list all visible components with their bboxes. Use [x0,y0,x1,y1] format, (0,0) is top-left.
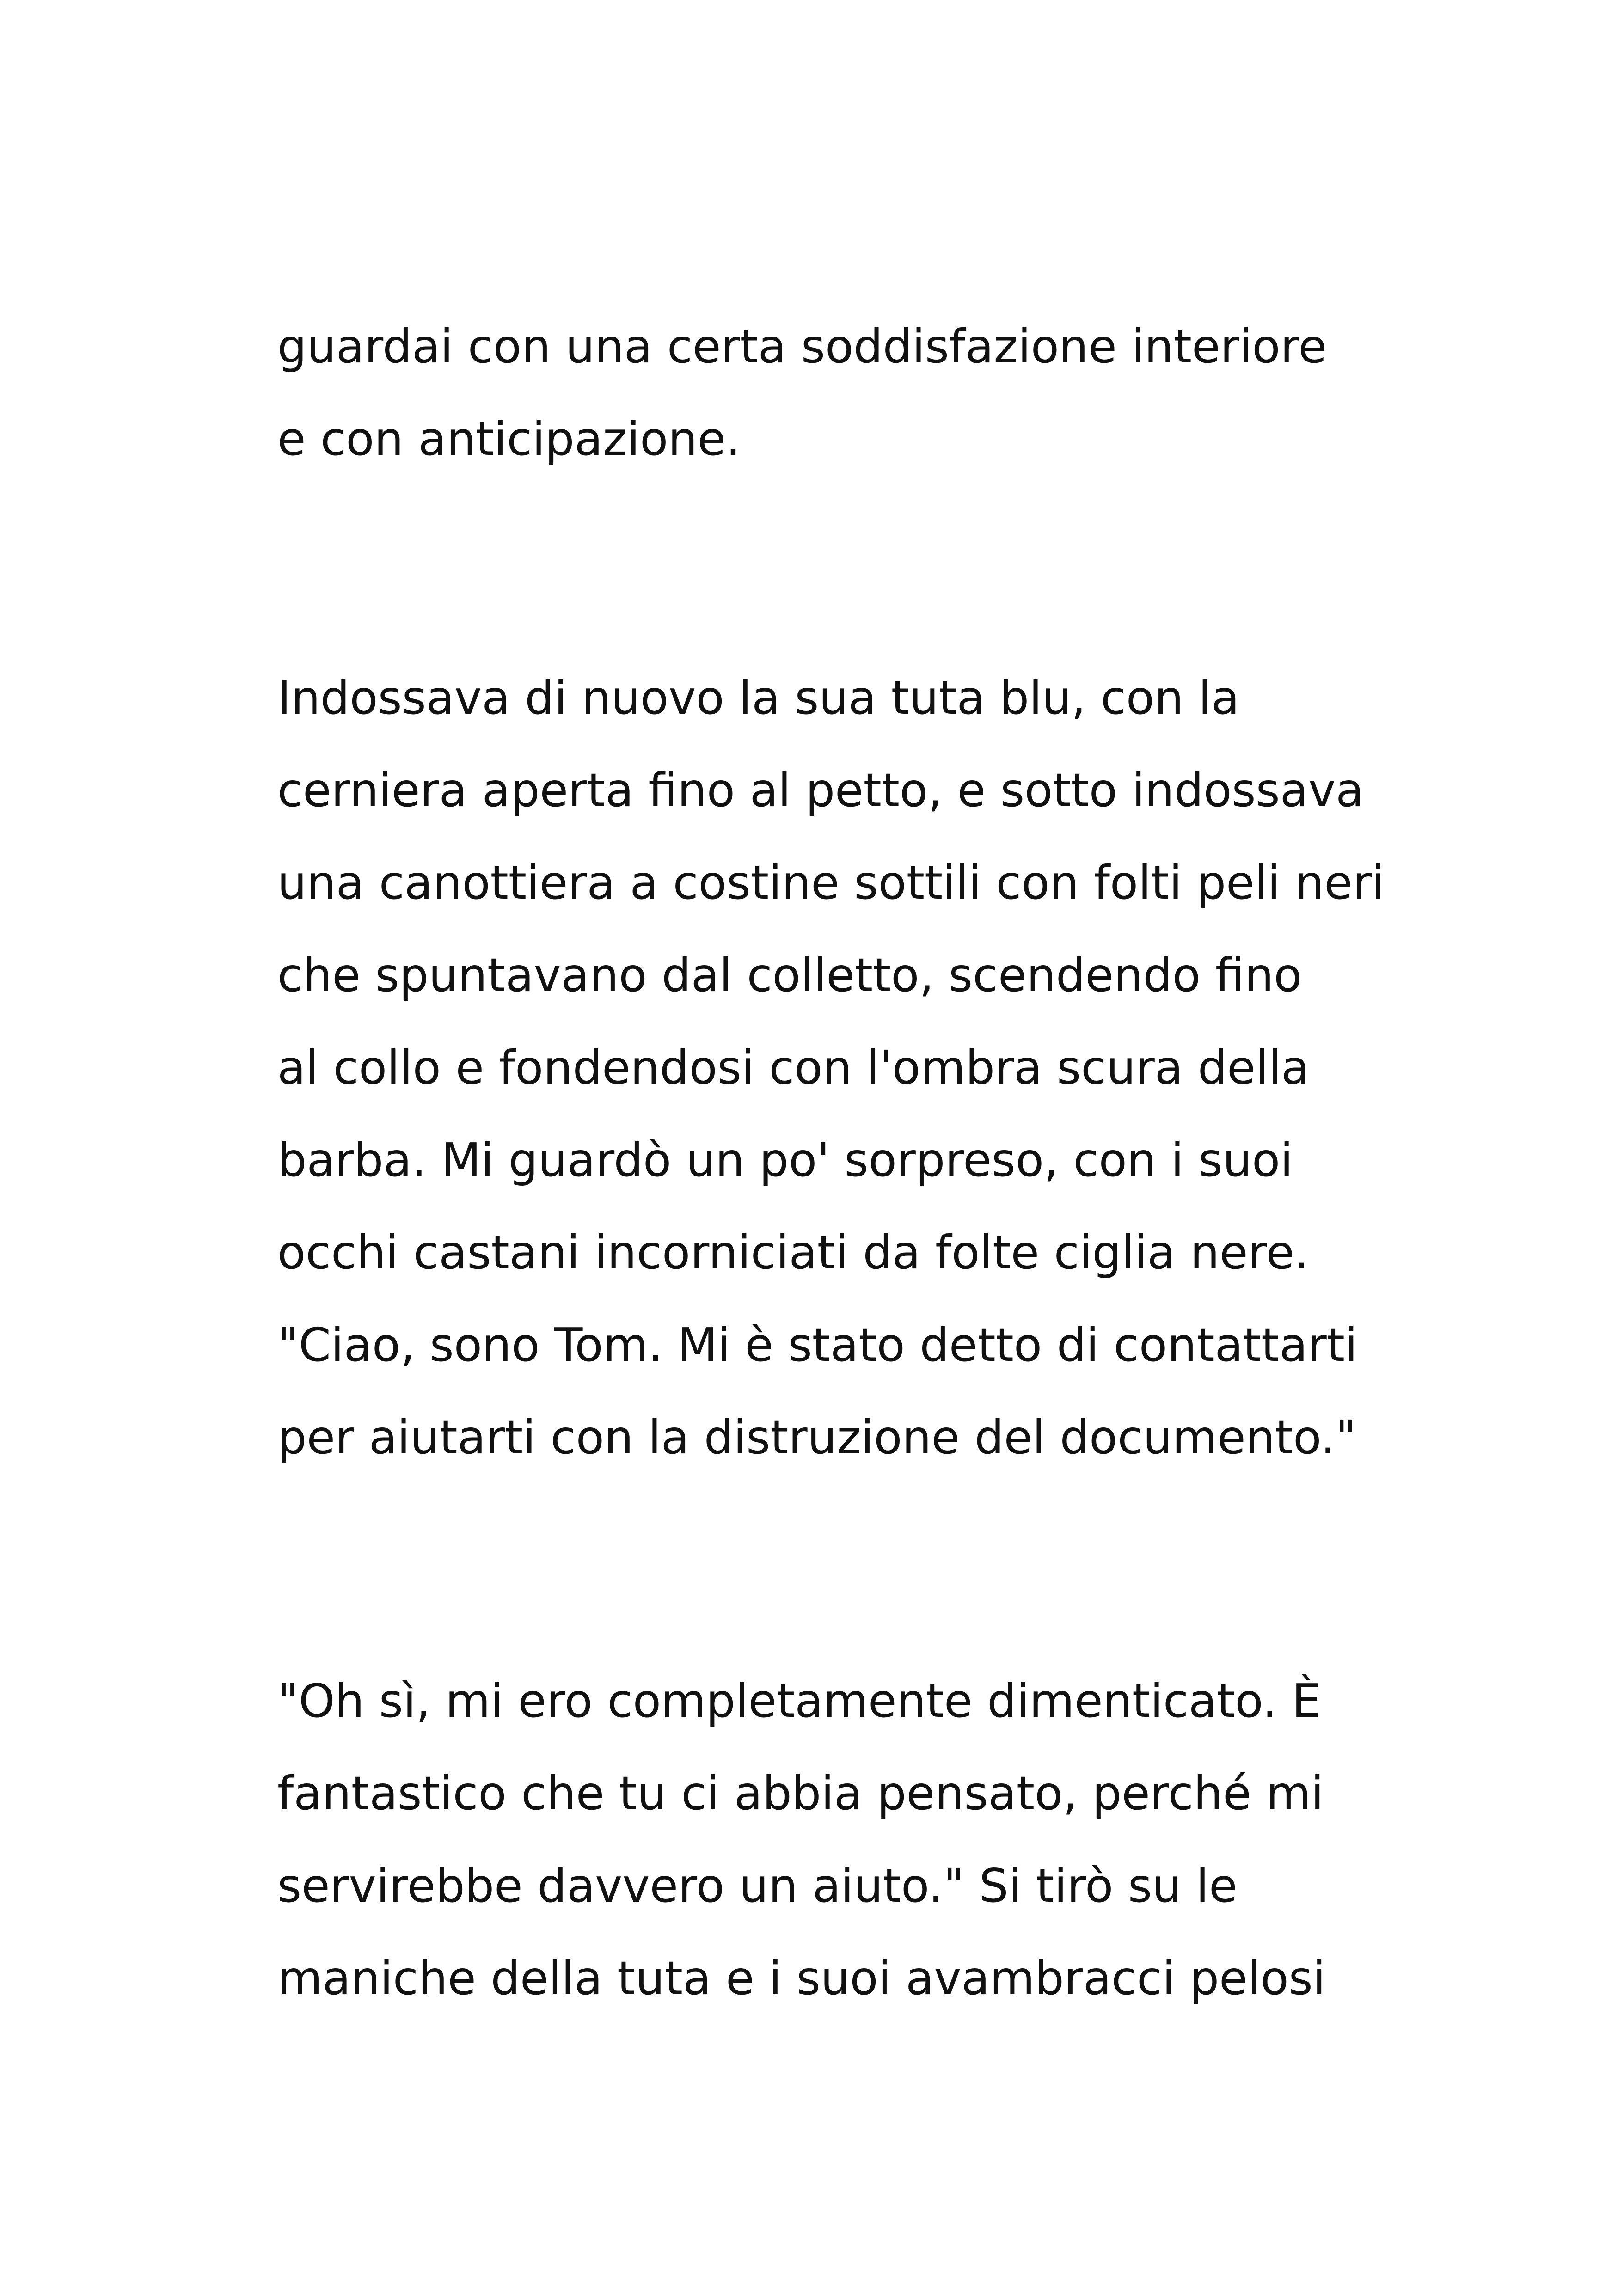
paragraph-1 [277,300,1387,485]
text-line: occhi castani incorniciati da folte ciglia nere. [277,1225,1309,1280]
text-line: servirebbe davvero un aiuto." Si tirò su le [277,1859,1238,1913]
text-line: barba. Mi guardò un po' sorpreso, con i suoi [277,1133,1293,1187]
text-line: guardai con una certa soddisfazione interiore [277,319,1327,373]
text-line: cerniera aperta fino al petto, e sotto indossava [277,763,1364,817]
text-line: "Oh sì, mi ero completamente dimenticato. È [277,1674,1321,1728]
text-line: Indossava di nuovo la sua tuta blu, con la [277,671,1240,725]
paragraph-2 [277,652,1387,1484]
text-line: per aiutarti con la distruzione del documento." [277,1410,1357,1464]
text-line: al collo e fondendosi con l'ombra scura della [277,1041,1310,1095]
text-line: che spuntavano dal colletto, scendendo fino [277,948,1302,1002]
text-line: "Ciao, sono Tom. Mi è stato detto di contattarti [277,1318,1358,1372]
paragraph-3 [277,1655,1387,2025]
text-line: e con anticipazione. [277,412,741,466]
text-line: una canottiera a costine sottili con folti peli neri [277,856,1385,910]
text-line: fantastico che tu ci abbia pensato, perché mi [277,1766,1324,1820]
text-line: maniche della tuta e i suoi avambracci pelosi [277,1951,1326,2005]
